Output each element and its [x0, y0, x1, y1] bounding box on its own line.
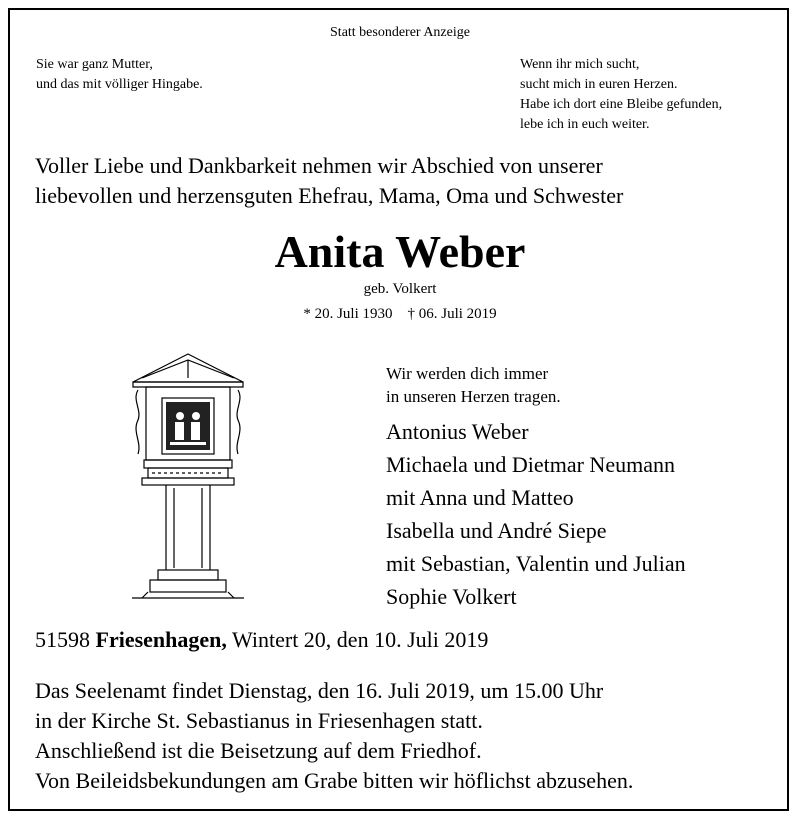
family-member: Isabella und André Siepe: [386, 518, 607, 543]
town: Friesenhagen,: [95, 627, 227, 652]
service-text: [35, 676, 633, 796]
quote-right-line: lebe ich in euch weiter.: [520, 117, 650, 132]
wayside-shrine-icon: [128, 350, 248, 605]
header-text: Statt besonderer Anzeige: [330, 25, 470, 40]
quote-right-line: Habe ich dort eine Bleibe gefunden,: [520, 97, 723, 112]
mourning-line: Wir werden dich immer: [386, 364, 549, 383]
intro-text: [35, 151, 623, 211]
family-member: mit Anna und Matteo: [386, 485, 574, 510]
service-line: Das Seelenamt findet Dienstag, den 16. Juli 2019, um 15.00 Uhr: [35, 678, 604, 703]
intro-line: Voller Liebe und Dankbarkeit nehmen wir Abschied von unserer: [35, 153, 603, 178]
intro-line: liebevollen und herzensguten Ehefrau, Mama, Oma und Schwester: [35, 183, 624, 208]
service-line: Anschließend ist die Beisetzung auf dem Friedhof.: [35, 738, 482, 763]
postcode: 51598: [35, 627, 90, 652]
birth-date: * 20. Juli 1930: [303, 306, 393, 322]
birth-name: geb. Volkert: [363, 281, 437, 297]
family-member: Sophie Volkert: [386, 584, 517, 609]
service-line: Von Beileidsbekundungen am Grabe bitten wir höflichst abzusehen.: [35, 768, 634, 793]
family-member: Michaela und Dietmar Neumann: [386, 452, 675, 477]
service-line: in der Kirche St. Sebastianus in Friesenhagen statt.: [35, 708, 483, 733]
life-dates: [0, 306, 800, 323]
deceased-name: Anita Weber: [274, 226, 526, 277]
family-member: mit Sebastian, Valentin und Julian: [386, 551, 686, 576]
quote-left-line: und das mit völliger Hingabe.: [36, 77, 203, 92]
address-date: Wintert 20, den 10. Juli 2019: [232, 627, 489, 652]
quote-left-line: Sie war ganz Mutter,: [36, 57, 153, 72]
mourning-line: in unseren Herzen tragen.: [386, 387, 561, 406]
family-member: Antonius Weber: [386, 419, 529, 444]
mourning-text: [386, 362, 561, 408]
quote-left: [36, 55, 203, 95]
family-list: [386, 415, 686, 613]
quote-right-line: Wenn ihr mich sucht,: [520, 57, 640, 72]
quote-right-line: sucht mich in euren Herzen.: [520, 77, 678, 92]
place-date-line: [35, 625, 488, 655]
quote-right: [520, 55, 722, 135]
death-date: † 06. Juli 2019: [407, 306, 497, 322]
